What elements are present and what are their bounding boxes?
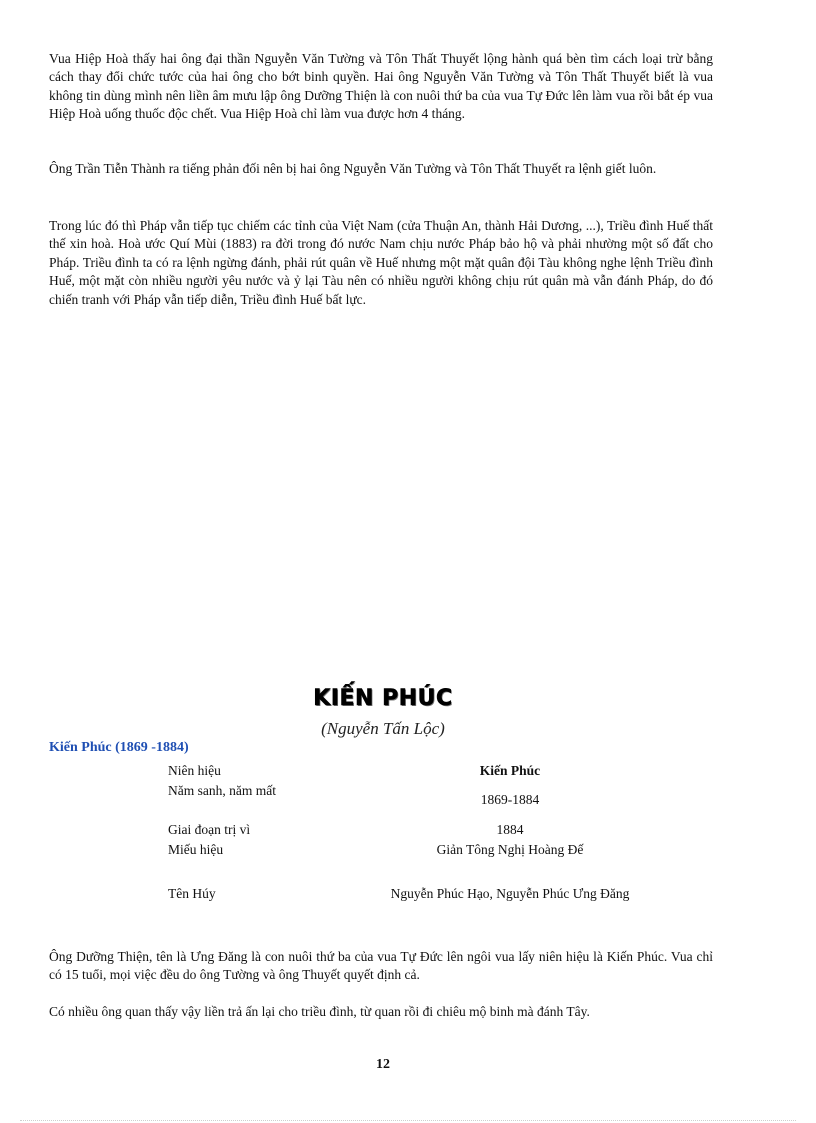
info-value-mieu-hieu: Giản Tông Nghị Hoàng Đế bbox=[436, 842, 584, 857]
info-value-nam-sanh: 1869-1884 bbox=[480, 792, 540, 807]
section-author: (Nguyễn Tấn Lộc) bbox=[321, 719, 445, 738]
info-value-tri-vi: 1884 bbox=[496, 822, 524, 837]
section-heading-link[interactable]: Kiến Phúc (1869 -1884) bbox=[49, 740, 189, 755]
paragraph-phap-chiem: Trong lúc đó thì Pháp vẫn tiếp tục chiếm các tỉnh của Việt Nam (cửa Thuận An, thành Hải Dương, ...), Triều đình Huế thất thế xin hoà. Hoà ước Quí Mùi (1883) ra đời trong đó nước Nam chịu nước Pháp bảo hộ và phải nhường một số đất cho Pháp. Triều đình ta có ra lệnh ngừng đánh, phải rút quân về Huế nhưng một mặt quân đội Tàu không nghe lệnh Triều đình Huế, một mặt còn nhiều người yêu nước và ỷ lại Tàu nên có nhiều người không chịu rút quân mà vẫn đánh Pháp, do đó chiến tranh với Pháp vẫn tiếp diễn, Triều đình Huế bất lực. bbox=[49, 218, 713, 307]
paragraph-hiep-hoa: Vua Hiệp Hoà thấy hai ông đại thần Nguyễn Văn Tường và Tôn Thất Thuyết lộng hành quá bèn tìm cách loại trừ bằng cách thay đổi chức tước của hai ông cho bớt binh quyền. Hai ông Nguyễn Văn Tường và Tôn Thất Thuyết biết là vua không tin dùng mình nên liền âm mưu lập ông Dưỡng Thiện là con nuôi thứ ba của vua Tự Đức lên làm vua rồi bắt ép vua Hiệp Hoà uống thuốc độc chết. Vua Hiệp Hoà chỉ làm vua được hơn 4 tháng. bbox=[49, 51, 713, 122]
paragraph-tran-tien-thanh: Ông Trần Tiễn Thành ra tiếng phản đối nên bị hai ông Nguyễn Văn Tường và Tôn Thất Thuyết ra lệnh giết luôn. bbox=[49, 161, 657, 176]
footer-divider bbox=[20, 1120, 796, 1121]
info-label-ten-huy: Tên Húy bbox=[168, 886, 216, 901]
info-label-nam-sanh: Năm sanh, năm mất bbox=[168, 783, 276, 798]
info-label-tri-vi: Giai đoạn trị vì bbox=[168, 822, 251, 837]
section-title: KIẾN PHÚC bbox=[313, 686, 453, 711]
info-value-ten-huy: Nguyễn Phúc Hạo, Nguyễn Phúc Ưng Đăng bbox=[390, 886, 630, 901]
page-number: 12 bbox=[376, 1057, 390, 1072]
paragraph-duong-thien: Ông Dưỡng Thiện, tên là Ưng Đăng là con nuôi thứ ba của vua Tự Đức lên ngôi vua lấy niên hiệu là Kiến Phúc. Vua chỉ có 15 tuổi, mọi việc đều do ông Tường và ông Thuyết quyết định cả. bbox=[49, 949, 713, 983]
info-value-nien-hieu: Kiến Phúc bbox=[479, 763, 541, 778]
paragraph-quan-tra-an: Có nhiều ông quan thấy vậy liền trả ấn lại cho triều đình, từ quan rồi đi chiêu mộ binh mà đánh Tây. bbox=[49, 1004, 590, 1019]
info-label-mieu-hieu: Miếu hiệu bbox=[168, 842, 224, 857]
info-label-nien-hieu: Niên hiệu bbox=[168, 763, 221, 778]
